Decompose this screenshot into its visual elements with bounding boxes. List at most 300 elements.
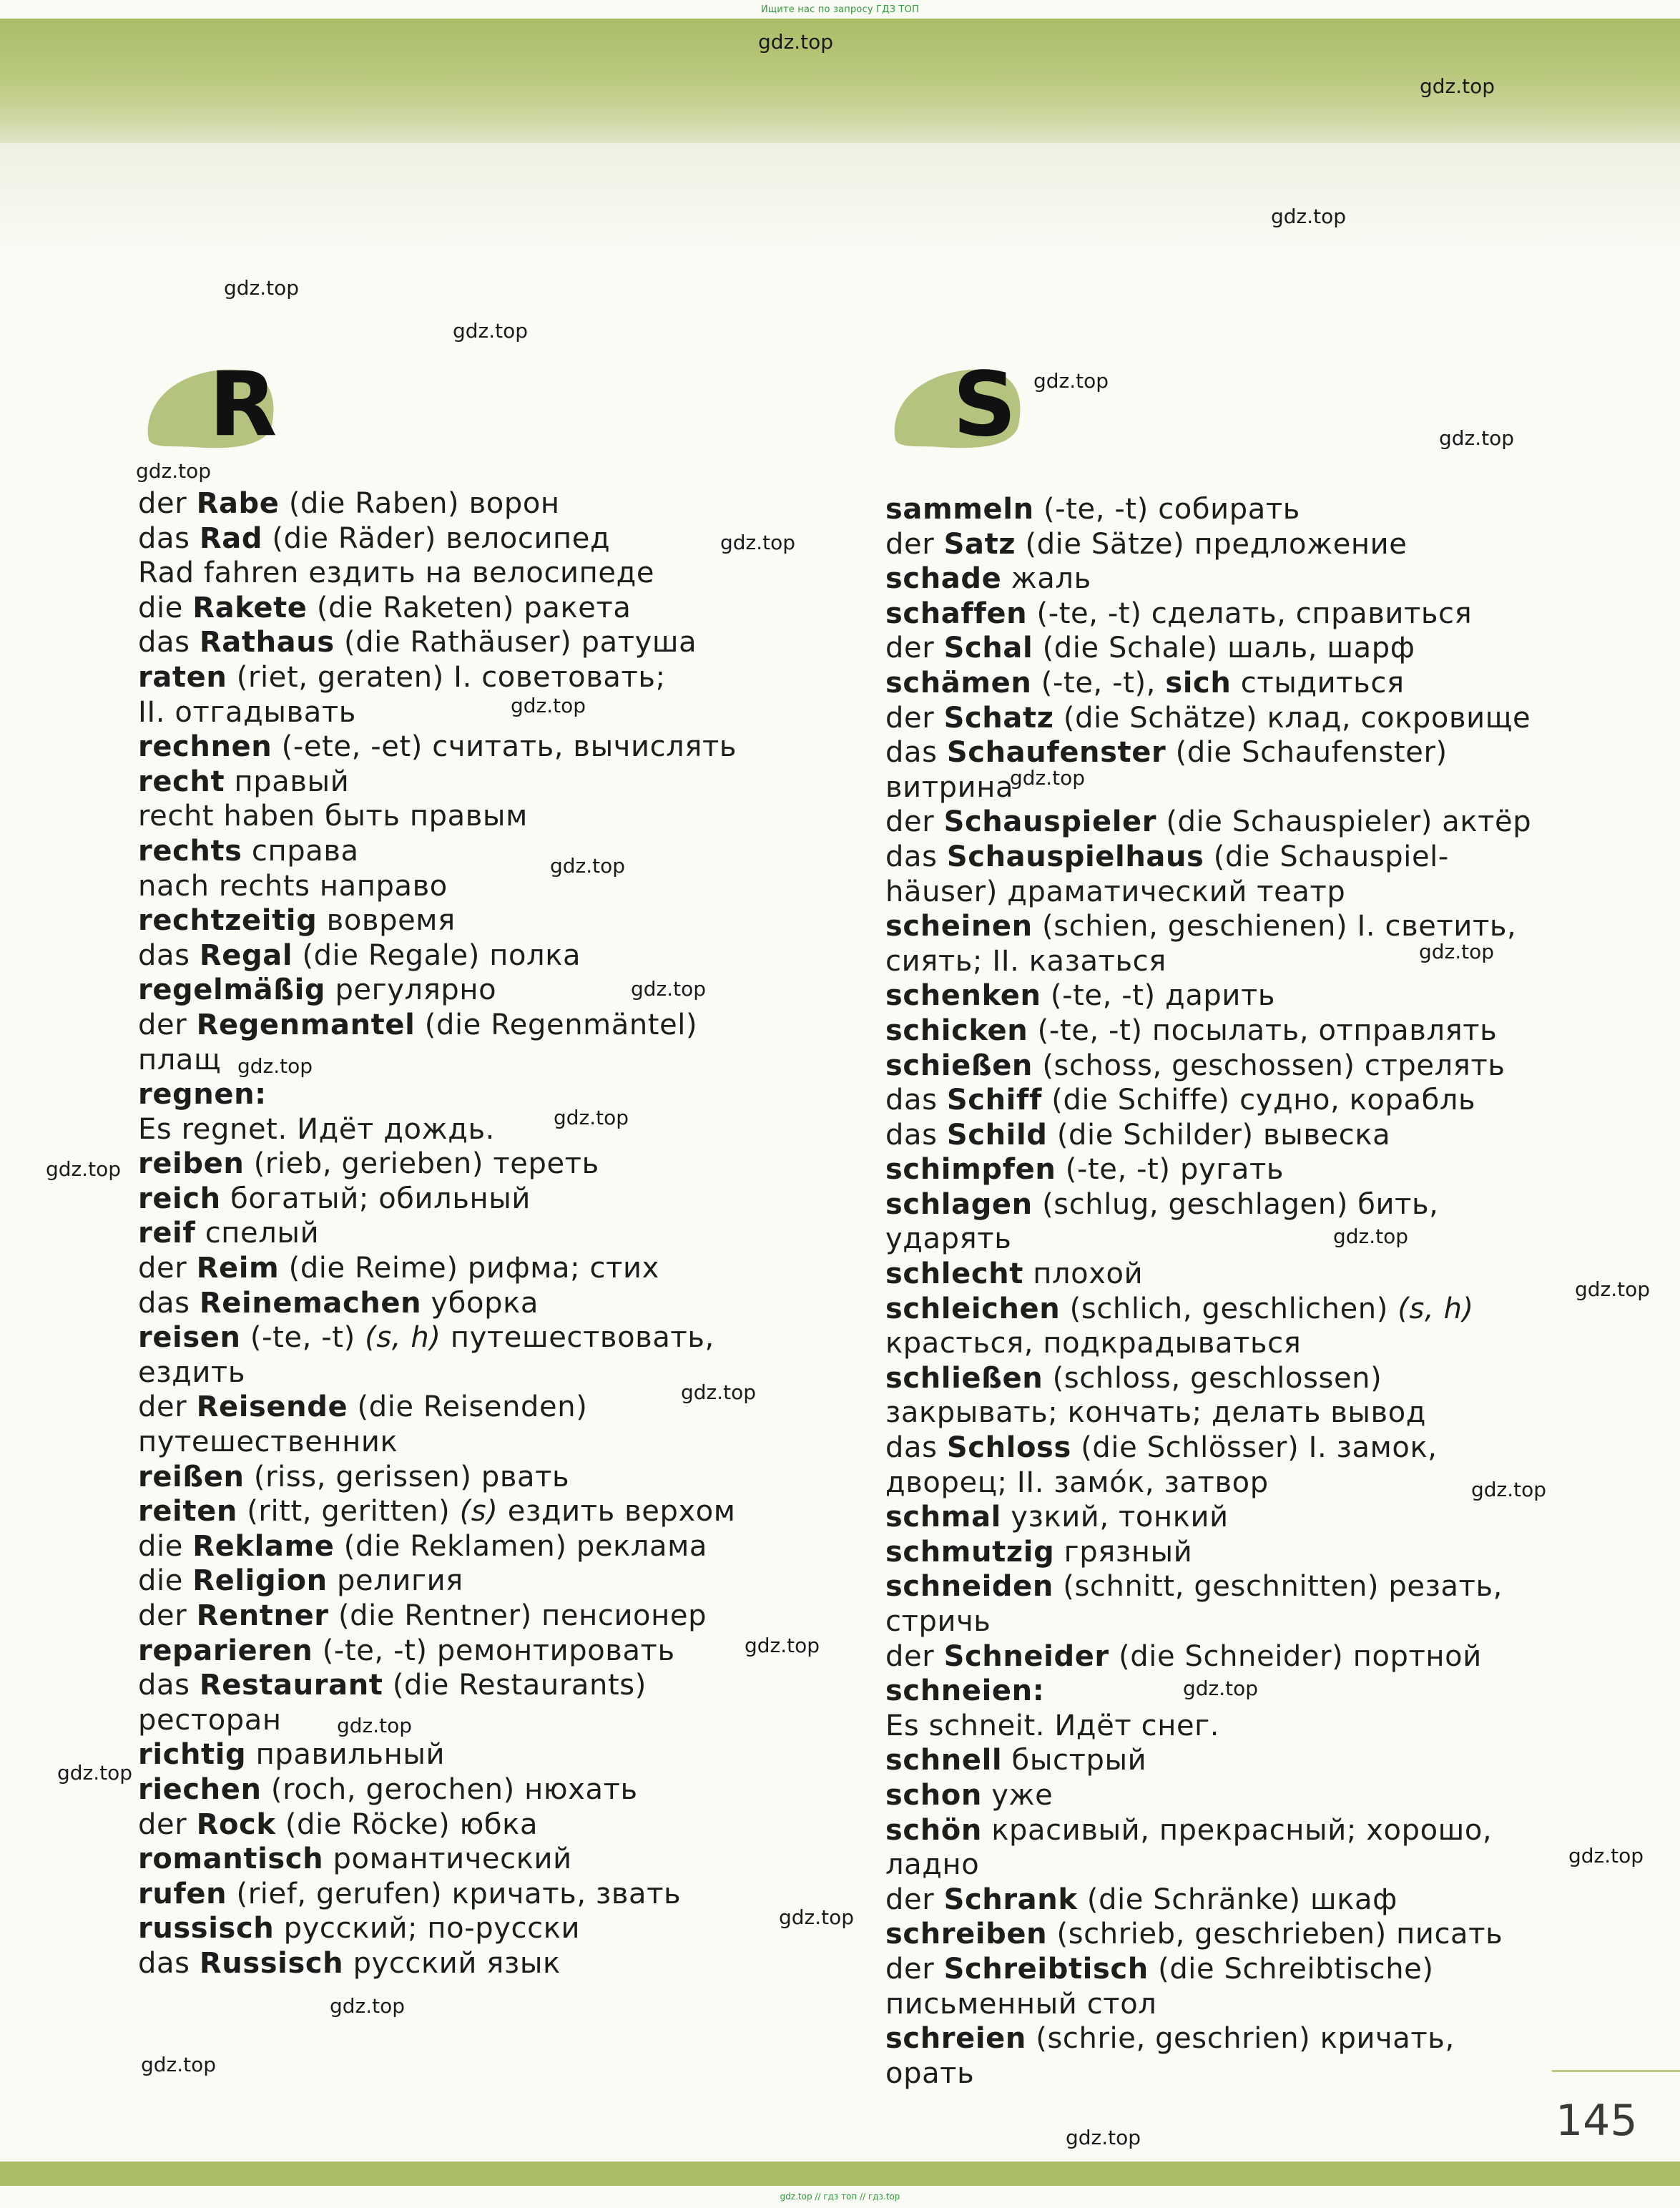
dictionary-line	[885, 1709, 1601, 1744]
entry-text: узкий, тонкий	[1001, 1501, 1229, 1534]
section-letter-r: R	[209, 353, 277, 456]
dictionary-line	[885, 1083, 1601, 1118]
dictionary-line	[885, 1813, 1601, 1848]
headword: reiten	[138, 1495, 237, 1529]
watermark: gdz.top	[745, 1634, 820, 1657]
headword: reich	[138, 1182, 221, 1215]
dictionary-line	[885, 1535, 1601, 1570]
dictionary-line	[885, 666, 1601, 701]
entry-text: уборка	[421, 1286, 539, 1320]
watermark: gdz.top	[511, 694, 586, 717]
dictionary-line	[885, 1222, 1601, 1257]
dictionary-line	[138, 1460, 853, 1495]
entry-text: плащ	[138, 1043, 222, 1076]
entry-text: путешественник	[138, 1426, 398, 1459]
dictionary-line	[138, 1529, 853, 1564]
dictionary-line	[138, 1668, 853, 1703]
headword: recht	[138, 765, 225, 798]
entry-text: Es schneit. Идёт снег.	[885, 1709, 1220, 1742]
headword: Regal	[199, 938, 293, 972]
headword: reiben	[138, 1147, 245, 1181]
entry-text: die	[138, 591, 193, 624]
watermark: gdz.top	[136, 459, 212, 483]
dictionary-line	[885, 1743, 1601, 1778]
page-number: 145	[1556, 2096, 1638, 2146]
watermark: gdz.top	[1333, 1225, 1409, 1248]
dictionary-line	[885, 875, 1601, 910]
headword: schneiden	[885, 1570, 1053, 1604]
headword: Reklame	[192, 1529, 335, 1563]
headword: Rathaus	[199, 626, 335, 659]
entry-text: (schrie, geschrien) кричать,	[1026, 2022, 1455, 2056]
headword: russisch	[138, 1912, 275, 1946]
headword: Rock	[196, 1807, 276, 1841]
entry-text: der	[138, 1008, 197, 1041]
section-letter-s: S	[953, 353, 1017, 456]
watermark: gdz.top	[57, 1761, 133, 1785]
dictionary-line	[885, 1500, 1601, 1535]
headword: schließen	[885, 1361, 1043, 1395]
headword: schmutzig	[885, 1535, 1055, 1569]
entry-text: (riet, geraten) I. советовать;	[227, 660, 666, 694]
entry-text: die	[138, 1564, 193, 1598]
headword: Schrank	[943, 1883, 1078, 1916]
entry-text: das	[138, 1946, 200, 1980]
headword: Rabe	[196, 487, 280, 520]
headword: schreiben	[885, 1918, 1048, 1951]
entry-text: сиять; II. казаться	[885, 944, 1166, 978]
dictionary-line	[885, 1326, 1601, 1361]
watermark: gdz.top	[330, 1994, 406, 2018]
dictionary-line	[138, 1008, 853, 1043]
entry-text: стыдиться	[1231, 666, 1405, 700]
dictionary-line	[885, 701, 1601, 736]
dictionary-line	[138, 1877, 853, 1912]
dictionary-line	[138, 938, 853, 973]
entry-text: (-te, -t) сделать, справиться	[1027, 597, 1473, 630]
headword: Schloss	[946, 1431, 1071, 1465]
headword: Schaufenster	[946, 736, 1166, 770]
headword: Restaurant	[199, 1669, 383, 1702]
entry-text: (die Schauspiel-	[1204, 840, 1449, 873]
dictionary-line	[885, 1639, 1601, 1674]
entry-text: recht haben быть правым	[138, 800, 528, 833]
dictionary-line	[138, 556, 853, 591]
dictionary-line	[885, 1604, 1601, 1639]
entry-text: der	[138, 1252, 197, 1285]
top-note[interactable]: Ищите нас по запросу ГДЗ ТОП	[760, 4, 920, 15]
watermark: gdz.top	[720, 531, 796, 554]
entry-text: (riss, gerissen) рвать	[244, 1460, 570, 1493]
dictionary-line	[885, 1569, 1601, 1604]
dictionary-line	[138, 765, 853, 800]
dictionary-line	[138, 1807, 853, 1843]
entry-text: (die Regenmäntel)	[415, 1008, 698, 1041]
headword: Reinemachen	[199, 1286, 422, 1320]
watermark: gdz.top	[453, 319, 529, 343]
headword: reißen	[138, 1460, 245, 1493]
headword: schicken	[885, 1014, 1028, 1047]
entry-text: ударять	[885, 1222, 1012, 1256]
entry-text: красивый, прекрасный; хорошо,	[981, 1813, 1493, 1847]
dictionary-line	[138, 1425, 853, 1460]
headword: reisen	[138, 1321, 241, 1355]
entry-text: романтический	[323, 1843, 572, 1876]
dictionary-line	[138, 973, 853, 1008]
entry-text: (schrieb, geschrieben) писать	[1047, 1918, 1503, 1951]
entry-text: (-te, -t) дарить	[1041, 979, 1276, 1013]
entry-text: жаль	[1001, 562, 1091, 596]
entry-text: das	[138, 1286, 200, 1320]
entry-text: das	[885, 1084, 947, 1117]
entry-text: религия	[327, 1564, 463, 1598]
entry-text: правильный	[246, 1738, 446, 1772]
entry-text: das	[885, 840, 947, 873]
entry-text: (-te, -t)	[240, 1321, 365, 1355]
dictionary-line	[138, 1320, 853, 1355]
headword: Schauspielhaus	[946, 840, 1204, 873]
dictionary-line	[138, 1599, 853, 1634]
entry-text: стричь	[885, 1605, 991, 1638]
entry-text: (schloss, geschlossen)	[1043, 1361, 1382, 1395]
entry-text: ездить верхом	[498, 1495, 736, 1529]
dictionary-line	[138, 1494, 853, 1529]
dictionary-line	[885, 1292, 1601, 1327]
headword: schmal	[885, 1501, 1001, 1534]
entry-text: (die Restaurants)	[383, 1669, 647, 1702]
entry-text: уже	[981, 1778, 1053, 1812]
dictionary-line	[138, 625, 853, 660]
entry-text: II. отгадывать	[138, 695, 356, 729]
entry-text: (-te, -t) ругать	[1056, 1153, 1284, 1187]
watermark: gdz.top	[631, 977, 707, 1001]
headword: Rakete	[192, 591, 308, 624]
entry-text: ресторан	[138, 1703, 282, 1737]
watermark: gdz.top	[1575, 1277, 1651, 1301]
entry-text: (rief, gerufen) кричать, звать	[227, 1877, 682, 1910]
entry-text: витрина	[885, 770, 1014, 804]
entry-text: (die Rathäuser) ратуша	[334, 626, 697, 659]
entry-text: (die Rentner) пенсионер	[328, 1599, 707, 1632]
entry-text: der	[885, 1883, 944, 1916]
entry-text: (die Regale) полка	[293, 938, 581, 972]
entry-text: грязный	[1054, 1535, 1193, 1569]
headword: Reisende	[196, 1390, 348, 1424]
entry-text: (-te, -t) собирать	[1033, 493, 1300, 526]
watermark: gdz.top	[1033, 369, 1109, 393]
entry-text: der	[885, 527, 944, 561]
dictionary-line	[885, 1952, 1601, 1987]
headword: schnell	[885, 1744, 1003, 1777]
entry-text: (schlug, geschlagen) бить,	[1032, 1187, 1439, 1221]
entry-text: (-te, -t) ремонтировать	[313, 1634, 675, 1667]
dictionary-line	[138, 1842, 853, 1877]
entry-text: (roch, gerochen) нюхать	[261, 1772, 638, 1806]
dictionary-line	[138, 1703, 853, 1738]
headword: schon	[885, 1778, 982, 1812]
entry-text: ездить	[138, 1355, 246, 1389]
dictionary-line	[138, 903, 853, 938]
entry-text: nach rechts направо	[138, 869, 448, 903]
headword: rechtzeitig	[138, 904, 318, 938]
dictionary-line	[138, 869, 853, 904]
entry-text: регулярно	[325, 973, 497, 1007]
dictionary-line	[138, 591, 853, 626]
headword: schreien	[885, 2022, 1026, 2056]
entry-text: плохой	[1023, 1257, 1144, 1291]
dictionary-line	[138, 1112, 853, 1147]
entry-text: (die Schätze) клад, сокровище	[1053, 701, 1531, 735]
entry-text: (die Reime) рифма; стих	[279, 1252, 659, 1285]
watermark: gdz.top	[1568, 1844, 1644, 1868]
entry-text: (die Reklamen) реклама	[334, 1529, 707, 1563]
entry-text: der	[885, 701, 944, 735]
dictionary-line	[138, 1077, 853, 1112]
watermark: gdz.top	[758, 30, 834, 54]
entry-text: закрывать; кончать; делать вывод	[885, 1396, 1427, 1430]
watermark: gdz.top	[1010, 766, 1086, 790]
dictionary-line	[138, 695, 853, 730]
dictionary-line	[885, 2056, 1601, 2091]
headword: schimpfen	[885, 1153, 1056, 1187]
entry-text: der	[885, 1639, 944, 1673]
dictionary-line	[885, 2021, 1601, 2056]
watermark: gdz.top	[550, 854, 626, 878]
headword: schenken	[885, 979, 1041, 1013]
watermark: gdz.top	[141, 2053, 217, 2076]
headword: raten	[138, 660, 227, 694]
entry-text: (die Schilder) вывеска	[1047, 1118, 1391, 1152]
dictionary-line	[885, 770, 1601, 805]
dictionary-line	[138, 730, 853, 765]
letter-badge-s	[890, 353, 1033, 456]
entry-text: der	[138, 487, 197, 520]
entry-text: häuser) драматический театр	[885, 875, 1346, 908]
entry-text: (die Schaufenster)	[1166, 736, 1448, 770]
entry-text: письменный стол	[885, 1987, 1157, 2021]
entry-text: вовремя	[317, 904, 456, 938]
entry-text: ладно	[885, 1848, 980, 1882]
headword: Rad	[199, 521, 263, 555]
dictionary-line	[138, 1147, 853, 1182]
entry-text: (rieb, gerieben) тереть	[244, 1147, 599, 1181]
watermark: gdz.top	[337, 1714, 413, 1737]
dictionary-line	[138, 1564, 853, 1599]
entry-text: (ritt, geritten)	[237, 1495, 460, 1529]
dictionary-line	[885, 805, 1601, 840]
entry-text: Rad fahren ездить на велосипеде	[138, 556, 655, 590]
dictionary-column-s	[885, 492, 1601, 2091]
entry-text: das	[138, 1669, 200, 1702]
headword: Schatz	[943, 701, 1054, 735]
entry-text: (die Reisenden)	[348, 1390, 588, 1424]
entry-text: das	[885, 736, 947, 770]
headword: regelmäßig	[138, 973, 326, 1007]
headword: Rentner	[196, 1599, 329, 1632]
header-fade	[0, 143, 1680, 265]
entry-text: богатый; обильный	[220, 1182, 531, 1215]
headword: Schauspieler	[943, 805, 1157, 839]
dictionary-line	[138, 1737, 853, 1772]
entry-text: (die Schiffe) судно, корабль	[1041, 1084, 1476, 1117]
dictionary-line	[885, 1361, 1601, 1396]
entry-text: das	[885, 1118, 947, 1152]
dictionary-line	[885, 1848, 1601, 1883]
watermark: gdz.top	[1419, 940, 1495, 963]
dictionary-line	[885, 527, 1601, 562]
entry-text: (die Schauspieler) актёр	[1156, 805, 1532, 839]
entry-text: дворец; II. замóк, затвор	[885, 1466, 1269, 1499]
entry-text: (schnitt, geschnitten) резать,	[1053, 1570, 1503, 1604]
entry-text: справа	[242, 834, 359, 868]
headword: Regenmantel	[196, 1008, 416, 1041]
headword: schlecht	[885, 1257, 1023, 1291]
dictionary-line	[885, 561, 1601, 597]
watermark: gdz.top	[779, 1905, 855, 1929]
entry-text: der	[138, 1390, 197, 1424]
entry-text: (die Raben) ворон	[279, 487, 560, 520]
entry-text: (schlich, geschlichen)	[1060, 1292, 1398, 1325]
dictionary-line	[138, 660, 853, 695]
headword: schön	[885, 1813, 982, 1847]
headword: rechnen	[138, 730, 272, 764]
dictionary-line	[885, 1778, 1601, 1813]
entry-text: das	[138, 626, 200, 659]
dictionary-line	[138, 1946, 853, 1981]
entry-text: das	[138, 521, 200, 555]
watermark: gdz.top	[681, 1380, 757, 1404]
headword: schneien:	[885, 1674, 1045, 1708]
headword: Schal	[943, 632, 1033, 665]
entry-text: спелый	[195, 1217, 320, 1250]
dictionary-line	[138, 1216, 853, 1251]
headword: Schneider	[943, 1639, 1109, 1673]
entry-text: der	[138, 1807, 197, 1841]
watermark: gdz.top	[1420, 74, 1495, 98]
watermark: gdz.top	[1439, 426, 1515, 450]
dictionary-line	[885, 978, 1601, 1014]
dictionary-line	[885, 1152, 1601, 1187]
headword: schießen	[885, 1049, 1033, 1082]
watermark: gdz.top	[1183, 1677, 1259, 1700]
headword: Religion	[192, 1564, 328, 1598]
watermark: gdz.top	[1066, 2126, 1141, 2149]
entry-text: (die Schreibtische)	[1148, 1952, 1434, 1986]
dictionary-line	[138, 1772, 853, 1807]
headword: Satz	[943, 527, 1016, 561]
grammar-note: (s)	[459, 1495, 498, 1529]
entry-text: das	[885, 1431, 947, 1465]
dictionary-line	[885, 1431, 1601, 1466]
entry-text: der	[885, 1952, 944, 1986]
dictionary-line	[138, 799, 853, 834]
headword: Schiff	[946, 1084, 1042, 1117]
watermark: gdz.top	[1271, 205, 1347, 228]
headword: reparieren	[138, 1634, 313, 1667]
entry-text: быстрый	[1002, 1744, 1147, 1777]
entry-text: der	[885, 805, 944, 839]
entry-text: (-ete, -et) считать, вычислять	[272, 730, 737, 764]
entry-text: Es regnet. Идёт дождь.	[138, 1112, 495, 1146]
bottom-band	[0, 2162, 1680, 2186]
dictionary-line	[885, 909, 1601, 944]
dictionary-line	[138, 834, 853, 869]
dictionary-line	[885, 735, 1601, 770]
entry-text: (die Räder) велосипед	[262, 521, 611, 555]
headword: schlagen	[885, 1187, 1033, 1221]
entry-text: (schoss, geschossen) стрелять	[1033, 1049, 1505, 1082]
headword: scheinen	[885, 910, 1033, 943]
headword: Reim	[196, 1252, 280, 1285]
dictionary-line	[138, 1251, 853, 1286]
dictionary-line	[885, 597, 1601, 632]
headword: richtig	[138, 1738, 247, 1772]
dictionary-line	[138, 1182, 853, 1217]
entry-text: (die Schale) шаль, шарф	[1033, 632, 1415, 665]
grammar-note: (s, h)	[1397, 1292, 1474, 1325]
entry-text: русский язык	[343, 1946, 561, 1980]
dictionary-line	[885, 1187, 1601, 1222]
entry-text: (die Raketen) ракета	[307, 591, 632, 624]
headword: schämen	[885, 666, 1032, 700]
dictionary-line	[138, 1911, 853, 1946]
headword: schleichen	[885, 1292, 1061, 1325]
dictionary-line	[138, 486, 853, 521]
entry-text: (die Schränke) шкаф	[1077, 1883, 1397, 1916]
entry-text: правый	[225, 765, 350, 798]
headword: Russisch	[199, 1946, 344, 1980]
headword: rufen	[138, 1877, 227, 1910]
headword: schaffen	[885, 597, 1028, 630]
entry-text: die	[138, 1529, 193, 1563]
dictionary-line	[885, 631, 1601, 666]
dictionary-line	[885, 1014, 1601, 1049]
entry-text: (die Schneider) портной	[1109, 1639, 1482, 1673]
entry-text: das	[138, 938, 200, 972]
headword: sich	[1165, 666, 1232, 700]
dictionary-line	[885, 1395, 1601, 1431]
page-number-rule	[1552, 2070, 1680, 2072]
dictionary-line	[885, 1118, 1601, 1153]
dictionary-line	[885, 492, 1601, 527]
headword: schade	[885, 562, 1002, 596]
dictionary-column-r	[138, 486, 853, 1981]
entry-text: (die Schlösser) I. замок,	[1071, 1431, 1438, 1465]
entry-text: (-te, -t),	[1031, 666, 1166, 700]
entry-text: путешествовать,	[441, 1321, 714, 1355]
dictionary-line	[885, 1883, 1601, 1918]
watermark: gdz.top	[1471, 1478, 1547, 1501]
headword: romantisch	[138, 1843, 324, 1876]
headword: rechts	[138, 834, 242, 868]
headword: regnen:	[138, 1078, 267, 1112]
dictionary-line	[885, 1257, 1601, 1292]
entry-text: (schien, geschienen) I. светить,	[1032, 910, 1517, 943]
watermark: gdz.top	[554, 1106, 629, 1129]
dictionary-line	[885, 1049, 1601, 1084]
entry-text: der	[885, 632, 944, 665]
bottom-note[interactable]: gdz.top // гдз топ // гдз.top	[780, 2192, 900, 2202]
entry-text: красться, подкрадываться	[885, 1327, 1302, 1360]
headword: Schreibtisch	[943, 1952, 1149, 1986]
entry-text: орать	[885, 2056, 975, 2090]
headword: riechen	[138, 1772, 262, 1806]
dictionary-line	[885, 1987, 1601, 2022]
watermark: gdz.top	[224, 276, 300, 300]
entry-text: (die Röcke) юбка	[275, 1807, 539, 1841]
dictionary-line	[885, 1917, 1601, 1952]
headword: Schild	[946, 1118, 1048, 1152]
